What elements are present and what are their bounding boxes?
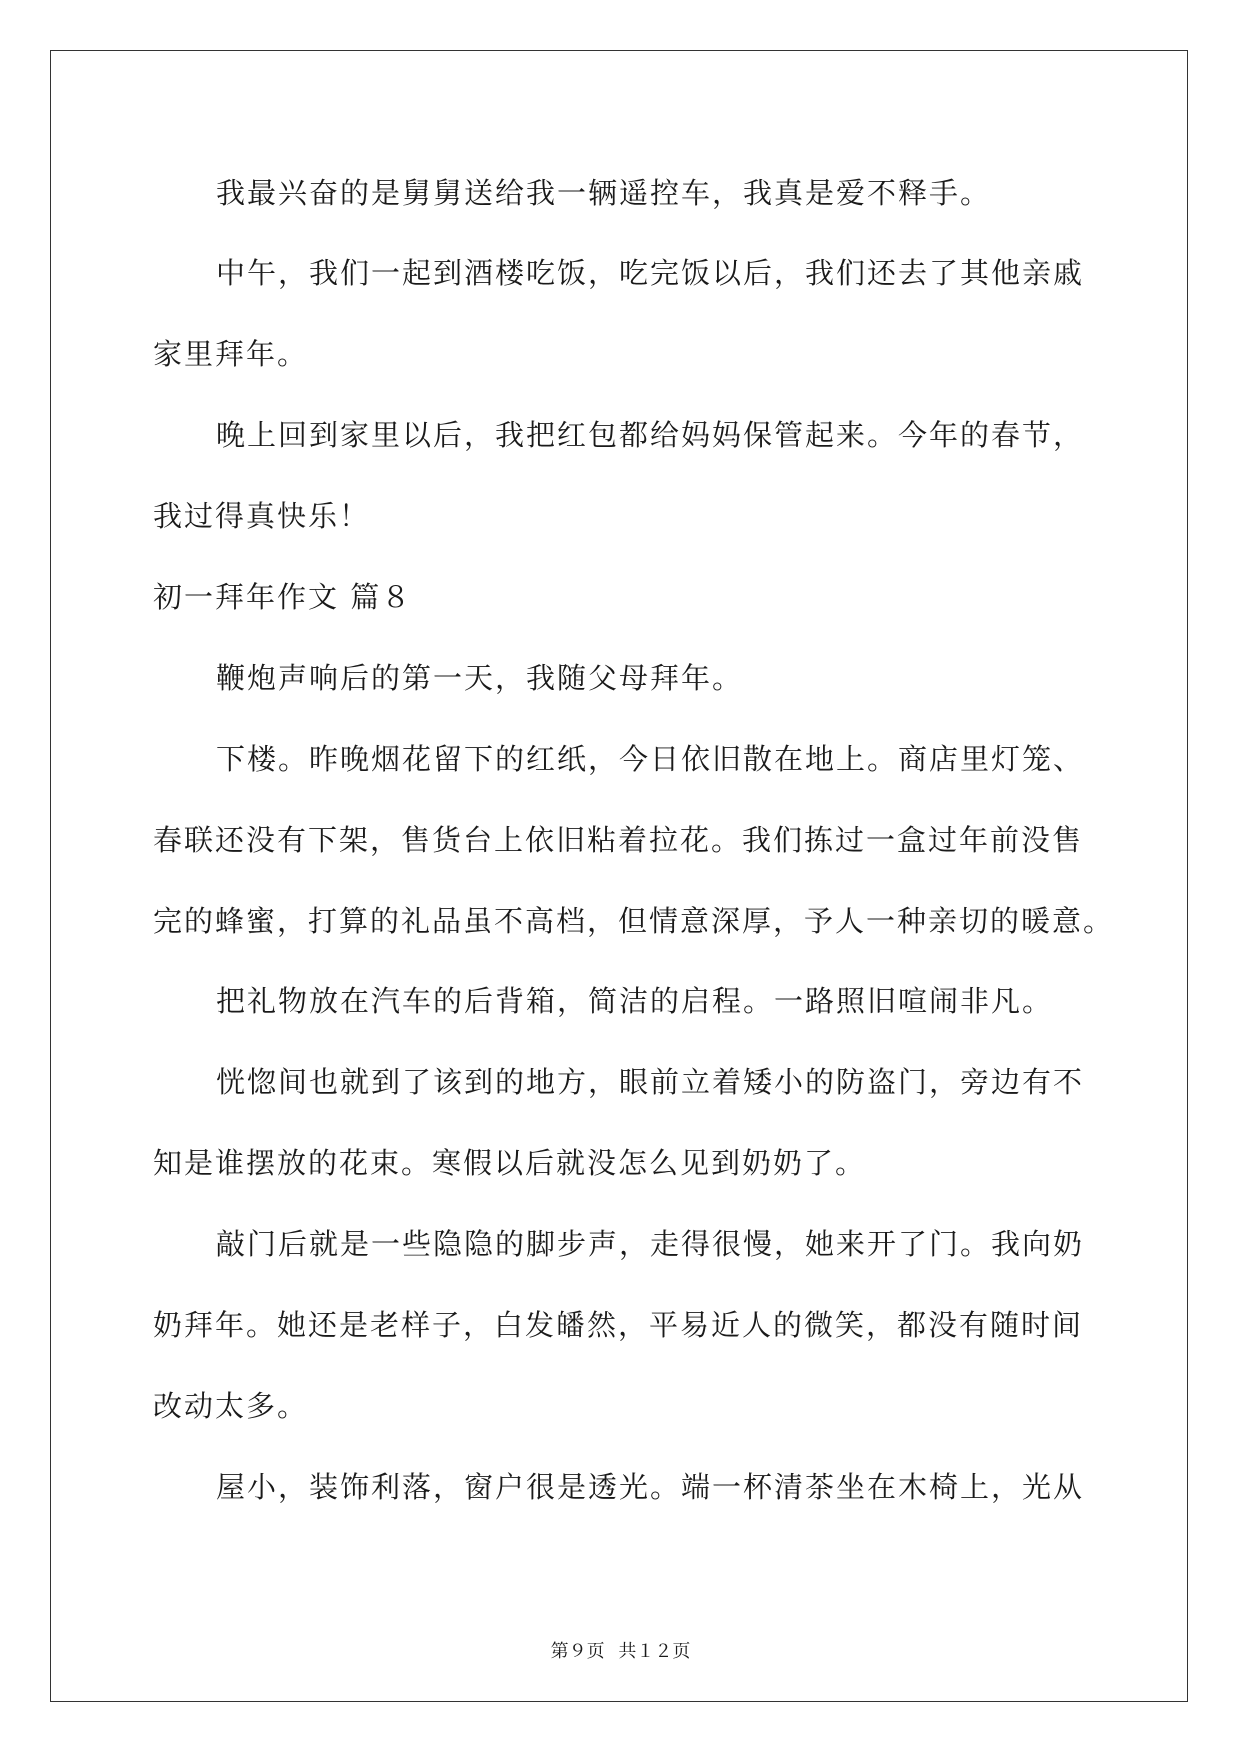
paragraph-line-10: 把礼物放在汽车的后背箱，简洁的启程。一路照旧喧闹非凡。 [216, 984, 1054, 1018]
paragraph-line-1: 我最兴奋的是舅舅送给我一辆遥控车，我真是爱不释手。 [216, 176, 992, 210]
paragraph-line-2: 中午，我们一起到酒楼吃饭，吃完饭以后，我们还去了其他亲戚 [216, 256, 1085, 290]
paragraph-line-8: 春联还没有下架，售货台上依旧粘着拉花。我们拣过一盒过年前没售 [153, 823, 1084, 857]
page-number-current: 第９页 [550, 1641, 605, 1662]
page-footer [0, 1637, 1241, 1663]
paragraph-line-5: 我过得真快乐！ [153, 499, 371, 533]
page-number-total: 共１２页 [618, 1641, 691, 1662]
paragraph-line-9: 完的蜂蜜，打算的礼品虽不高档，但情意深厚，予人一种亲切的暖意。 [153, 904, 1115, 938]
page-border [50, 50, 1188, 1702]
paragraph-line-7: 下楼。昨晚烟花留下的红纸，今日依旧散在地上。商店里灯笼、 [216, 742, 1085, 776]
paragraph-line-6: 鞭炮声响后的第一天，我随父母拜年。 [216, 661, 744, 695]
paragraph-line-16: 屋小，装饰利落，窗户很是透光。端一杯清茶坐在木椅上，光从 [216, 1470, 1085, 1504]
section-heading: 初一拜年作文 篇８ [153, 580, 413, 614]
paragraph-line-14: 奶拜年。她还是老样子，白发皤然，平易近人的微笑，都没有随时间 [153, 1308, 1084, 1342]
paragraph-line-15: 改动太多。 [153, 1389, 309, 1423]
paragraph-line-13: 敲门后就是一些隐隐的脚步声，走得很慢，她来开了门。我向奶 [216, 1227, 1085, 1261]
paragraph-line-12: 知是谁摆放的花束。寒假以后就没怎么见到奶奶了。 [153, 1146, 867, 1180]
paragraph-line-11: 恍惚间也就到了该到的地方，眼前立着矮小的防盗门，旁边有不 [216, 1065, 1085, 1099]
paragraph-line-3: 家里拜年。 [153, 337, 309, 371]
paragraph-line-4: 晚上回到家里以后，我把红包都给妈妈保管起来。今年的春节， [216, 418, 1085, 452]
